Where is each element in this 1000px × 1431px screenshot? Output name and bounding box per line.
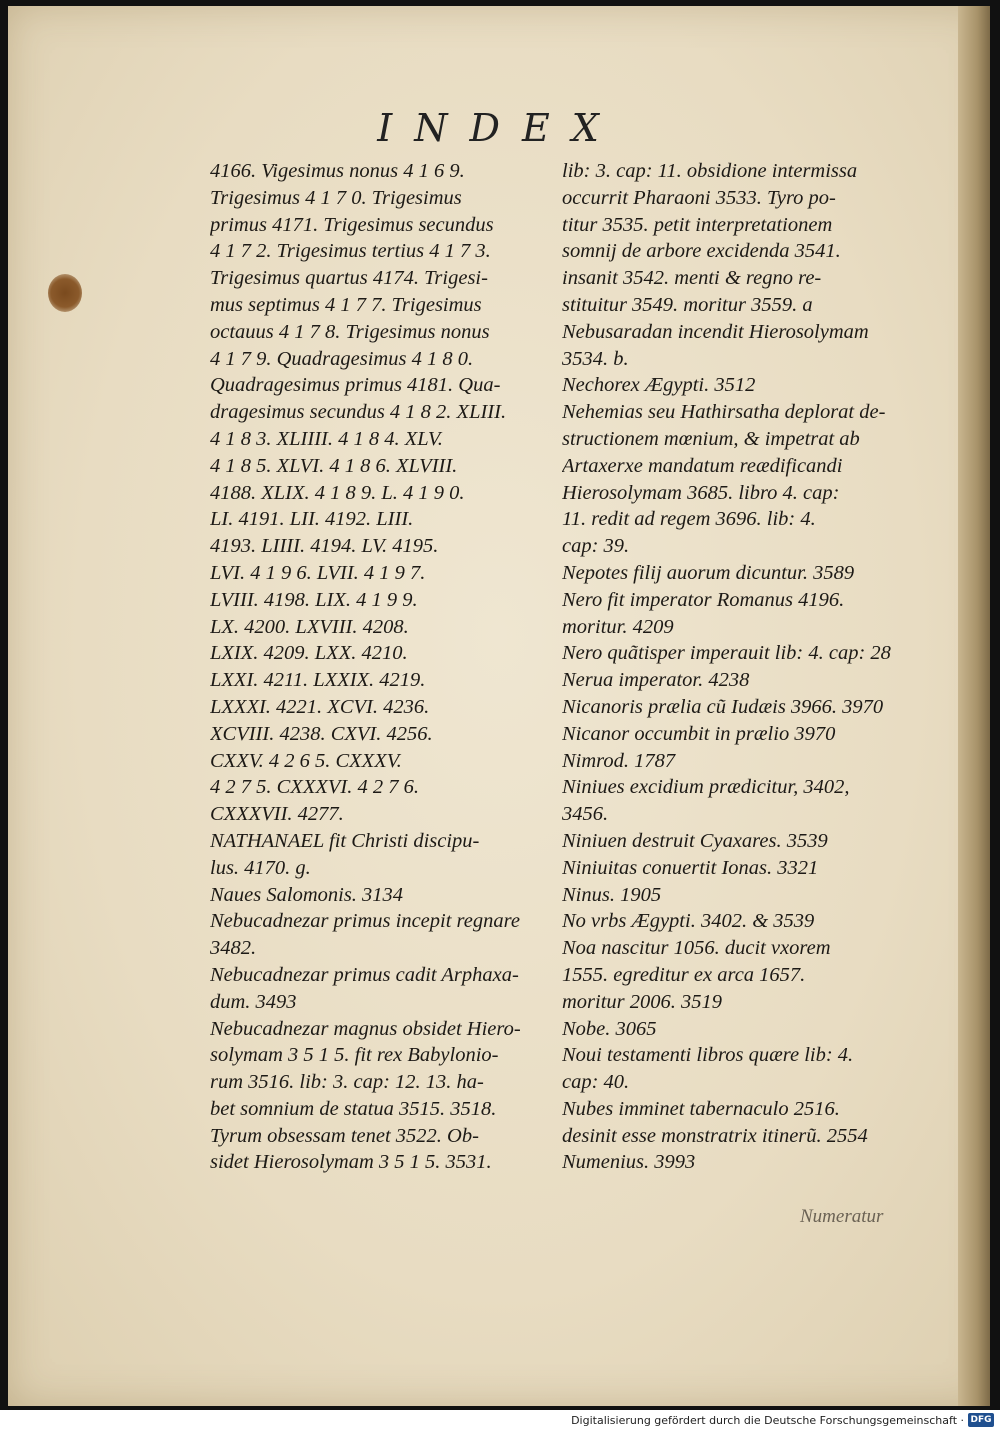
index-line: moritur. 4209 [562,615,674,638]
index-line: Quadragesimus primus 4181. Qua- [210,374,501,397]
index-line: Niniuitas conuertit Ionas. 3321 [562,856,819,879]
index-line: solymam 3 5 1 5. fit rex Babylonio- [210,1044,499,1067]
page-title: INDEX [377,106,621,150]
footer-bar [0,1410,1000,1431]
index-line: insanit 3542. menti & regno re- [562,267,822,290]
index-line: Numenius. 3993 [562,1151,696,1174]
index-line: Trigesimus quartus 4174. Trigesi- [210,267,488,290]
index-line: Niniues excidium prædicitur, 3402, [562,776,850,799]
dfg-logo: DFG [968,1413,994,1427]
index-line: 4193. LIIII. 4194. LV. 4195. [210,535,439,558]
index-line: lib: 3. cap: 11. obsidione intermissa [562,160,858,182]
ink-stain [48,274,82,312]
index-line: Artaxerxe mandatum reædificandi [562,454,843,477]
index-line: titur 3535. petit interpretationem [562,213,833,236]
index-line: occurrit Pharaoni 3533. Tyro po- [562,186,836,209]
index-line: Noa nascitur 1056. ducit vxorem [562,937,831,960]
index-line: structionem mœnium, & impetrat ab [562,427,860,450]
index-line: Niniuen destruit Cyaxares. 3539 [562,829,828,852]
index-line: LI. 4191. LII. 4192. LIII. [210,508,414,531]
index-line: Nebucadnezar primus cadit Arphaxa- [210,963,519,986]
index-line: 4 1 7 9. Quadragesimus 4 1 8 0. [210,347,474,370]
index-column-left [210,158,555,1176]
index-line: Noui testamenti libros quære lib: 4. [562,1044,854,1067]
index-line: LVIII. 4198. LIX. 4 1 9 9. [210,588,418,611]
index-line: Nobe. 3065 [562,1017,657,1040]
index-line: desinit esse monstratrix itinerũ. 2554 [562,1124,868,1147]
index-line: Trigesimus 4 1 7 0. Trigesimus [210,186,462,209]
index-line: 4 2 7 5. CXXXVI. 4 2 7 6. [210,776,419,799]
index-line: Ninus. 1905 [562,883,662,906]
index-line: 4166. Vigesimus nonus 4 1 6 9. [210,160,465,182]
index-line: Nebucadnezar primus incepit regnare [210,910,520,933]
index-line: 3482. [210,937,257,960]
index-line: cap: 40. [562,1071,630,1094]
index-line: Nerua imperator. 4238 [562,669,750,692]
index-line: CXXXVII. 4277. [210,803,344,826]
index-line: 4 1 8 5. XLVI. 4 1 8 6. XLVIII. [210,454,458,477]
index-line: mus septimus 4 1 7 7. Trigesimus [210,293,482,316]
index-line: 11. redit ad regem 3696. lib: 4. [562,508,816,531]
index-line: LXXXI. 4221. XCVI. 4236. [210,695,430,718]
catchword: Numeratur [800,1206,884,1227]
index-line: somnij de arbore excidenda 3541. [562,240,841,263]
index-line: Nebucadnezar magnus obsidet Hiero- [210,1017,521,1040]
index-line: rum 3516. lib: 3. cap: 12. 13. ha- [210,1071,484,1094]
funding-credit: Digitalisierung gefördert durch die Deutsche Forschungsgemeinschaft · [571,1414,964,1427]
index-line: Nero quãtisper imperauit lib: 4. cap: 28 [562,642,891,665]
index-line: dragesimus secundus 4 1 8 2. XLIII. [210,401,507,424]
index-line: 4188. XLIX. 4 1 8 9. L. 4 1 9 0. [210,481,465,504]
index-line: 3534. b. [562,347,629,370]
index-line: XCVIII. 4238. CXVI. 4256. [210,722,433,745]
index-line: bet somnium de statua 3515. 3518. [210,1097,497,1120]
index-line: 3456. [562,803,609,826]
index-line: sidet Hierosolymam 3 5 1 5. 3531. [210,1151,492,1174]
book-spine-edge [958,6,990,1406]
index-line: 1555. egreditur ex arca 1657. [562,963,806,986]
index-line: moritur 2006. 3519 [562,990,723,1013]
index-line: Nicanoris prælia cũ Iudæis 3966. 3970 [562,695,884,718]
index-line: Nimrod. 1787 [562,749,676,772]
index-line: cap: 39. [562,535,630,558]
index-line: Hierosolymam 3685. libro 4. cap: [562,481,840,504]
index-line: Nubes imminet tabernaculo 2516. [562,1097,840,1120]
index-line: Tyrum obsessam tenet 3522. Ob- [210,1124,479,1147]
index-line: No vrbs Ægypti. 3402. & 3539 [562,910,815,933]
index-column-right [562,158,932,1176]
index-line: LXIX. 4209. LXX. 4210. [210,642,408,665]
index-line: NATHANAEL fit Christi discipu- [210,829,480,852]
index-line: 4 1 8 3. XLIIII. 4 1 8 4. XLV. [210,427,443,450]
index-line: Nepotes filij auorum dicuntur. 3589 [562,561,855,584]
index-line: lus. 4170. g. [210,856,311,879]
index-line: LX. 4200. LXVIII. 4208. [210,615,409,638]
index-line: dum. 3493 [210,990,297,1013]
index-line: 4 1 7 2. Trigesimus tertius 4 1 7 3. [210,240,491,263]
index-line: LVI. 4 1 9 6. LVII. 4 1 9 7. [210,561,426,584]
index-line: primus 4171. Trigesimus secundus [210,213,494,236]
index-line: Nicanor occumbit in prælio 3970 [562,722,836,745]
index-line: Nero fit imperator Romanus 4196. [562,588,845,611]
index-line: octauus 4 1 7 8. Trigesimus nonus [210,320,490,343]
index-line: LXXI. 4211. LXXIX. 4219. [210,669,426,692]
index-line: Naues Salomonis. 3134 [210,883,404,906]
index-line: Nebusaradan incendit Hierosolymam [562,320,869,343]
index-line: CXXV. 4 2 6 5. CXXXV. [210,749,402,772]
index-line: Nehemias seu Hathirsatha deplorat de- [562,401,886,424]
index-line: Nechorex Ægypti. 3512 [562,374,756,397]
index-line: stituitur 3549. moritur 3559. a [562,293,813,316]
